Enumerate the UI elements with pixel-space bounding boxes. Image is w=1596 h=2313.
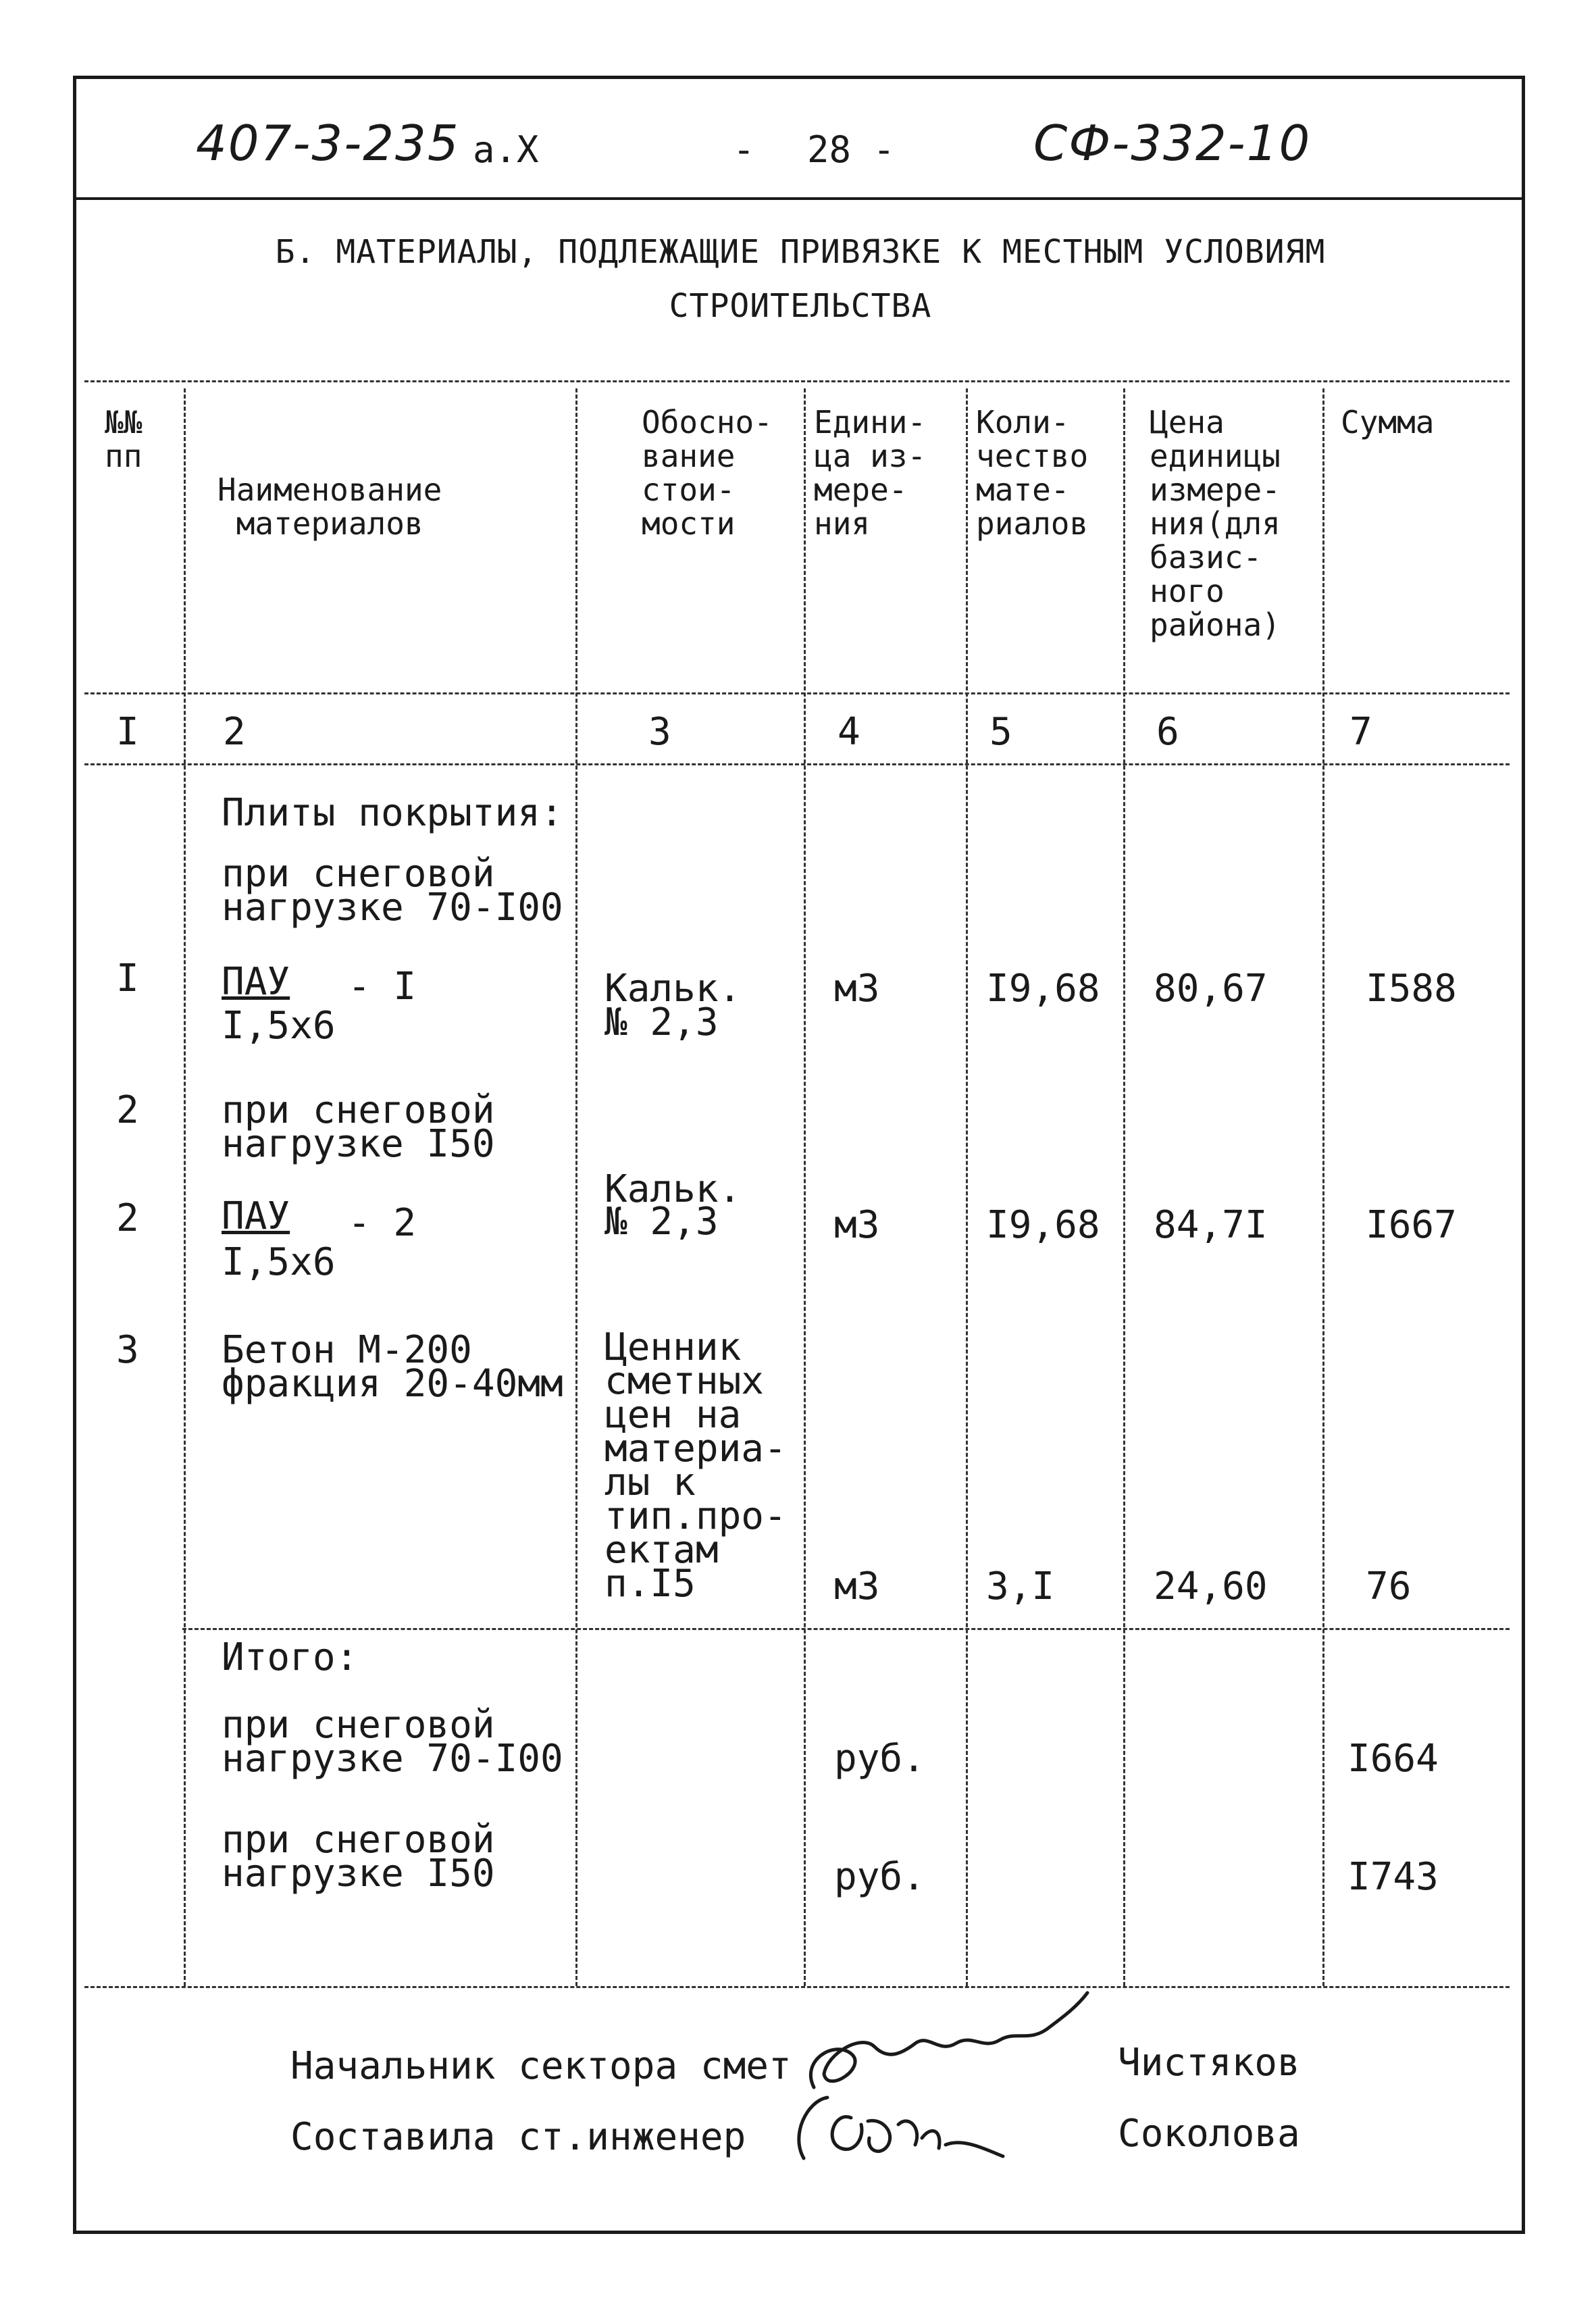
col-number-3: 3 (648, 710, 671, 754)
col-divider-5 (1123, 388, 1125, 1986)
col-number-4: 4 (838, 710, 860, 754)
page-dash: - (733, 128, 755, 171)
section-title-line1: Б. МАТЕРИАЛЫ, ПОДЛЕЖАЩИЕ ПРИВЯЗКЕ К МЕСТНЫМ УСЛОВИЯМ (275, 233, 1326, 271)
album-label: а.Х (473, 128, 539, 171)
col-header-unit: Едини- ца из- мере- ния (814, 404, 927, 542)
handwritten-signatures (787, 1979, 1111, 2175)
row2-name-suffix: - 2 (348, 1201, 417, 1245)
load2-line1: при снеговой (222, 1088, 495, 1132)
load1-line1: при снеговой (222, 852, 495, 896)
col-number-2: 2 (223, 710, 246, 754)
row1-quantity: I9,68 (986, 967, 1100, 1011)
row1-sum: I588 (1366, 967, 1457, 1011)
row2-name-top: ПАУ (222, 1194, 290, 1238)
signature-name-2: Соколова (1118, 2112, 1300, 2156)
signature-role-1: Начальник сектора смет (290, 2044, 792, 2088)
total1-unit: руб. (834, 1737, 925, 1781)
row1-name-suffix: - I (348, 965, 417, 1009)
col-divider-1 (184, 388, 186, 1986)
col-number-1: I (116, 710, 139, 754)
row2-unit: м3 (834, 1203, 880, 1247)
row3-unit: м3 (834, 1565, 880, 1608)
group-title: Плиты покрытия: (222, 791, 563, 835)
col-header-basis: Обосно- вание стои- мости (642, 404, 773, 542)
load2-line2: нагрузке I50 (222, 1122, 495, 1166)
totals-title: Итого: (222, 1635, 359, 1679)
table-top-rule (84, 380, 1510, 382)
row3-num: 3 (116, 1328, 139, 1372)
row3-price: 24,60 (1154, 1565, 1268, 1608)
col-divider-6 (1322, 388, 1324, 1986)
row2-quantity: I9,68 (986, 1203, 1100, 1247)
row1-name-top: ПАУ (222, 960, 290, 1004)
col-header-name: Наименование материалов (217, 472, 442, 542)
col-number-5: 5 (989, 710, 1012, 754)
row2-basis-line1: Кальк. (604, 1167, 742, 1211)
row3-name-line2: фракция 20-40мм (222, 1362, 563, 1406)
section-title-line2: СТРОИТЕЛЬСТВА (669, 287, 932, 325)
row1-unit: м3 (834, 967, 880, 1011)
col-divider-3 (804, 388, 806, 1986)
signature-name-1: Чистяков (1118, 2041, 1300, 2085)
col-number-6: 6 (1156, 710, 1179, 754)
page-number: 28 - (807, 128, 896, 171)
col-header-sum: Сумма (1341, 404, 1435, 440)
col-header-num: №№ пп (105, 404, 143, 474)
row2-num: 2 (116, 1196, 139, 1240)
load2-num: 2 (116, 1088, 139, 1132)
col-divider-4 (966, 388, 968, 1986)
row2-price: 84,7I (1154, 1203, 1268, 1247)
row1-price: 80,67 (1154, 967, 1268, 1011)
total1-line2: нагрузке 70-I00 (222, 1737, 563, 1781)
row2-name-bottom: I,5х6 (222, 1240, 336, 1284)
total2-sum: I743 (1347, 1855, 1439, 1899)
total1-line1: при снеговой (222, 1703, 495, 1747)
row3-sum: 76 (1366, 1565, 1412, 1608)
row1-name-bottom: I,5х6 (222, 1004, 336, 1048)
row3-basis: Ценник сметных цен на материа- лы к тип.про- ектам п.I5 (604, 1325, 787, 1606)
col-number-7: 7 (1349, 710, 1372, 754)
total2-line1: при снеговой (222, 1818, 495, 1862)
col-divider-2 (575, 388, 577, 1986)
numbers-bottom-rule (84, 763, 1510, 765)
row2-basis-line2: № 2,3 (604, 1200, 719, 1244)
total2-unit: руб. (834, 1855, 925, 1899)
row1-basis-line1: Кальк. (604, 967, 742, 1011)
total2-line2: нагрузке I50 (222, 1852, 495, 1896)
sheet-code: СФ-332-10 (1033, 115, 1312, 172)
row1-basis-line2: № 2,3 (604, 1000, 719, 1044)
row2-sum: I667 (1366, 1203, 1457, 1247)
total1-sum: I664 (1347, 1737, 1439, 1781)
signature-role-2: Составила ст.инженер (290, 2115, 746, 2159)
header-bottom-rule (84, 692, 1510, 694)
totals-rule (182, 1628, 1510, 1630)
project-code: 407-3-235 (196, 115, 460, 172)
col-header-price: Цена единицы измере- ния(для базис- ного района) (1150, 404, 1281, 643)
row3-name-line1: Бетон М-200 (222, 1328, 472, 1372)
row3-quantity: 3,I (986, 1565, 1055, 1608)
col-header-quantity: Коли- чество мате- риалов (976, 404, 1089, 542)
load1-line2: нагрузке 70-I00 (222, 886, 563, 930)
row1-num: I (116, 957, 139, 1000)
header-divider (73, 197, 1525, 200)
